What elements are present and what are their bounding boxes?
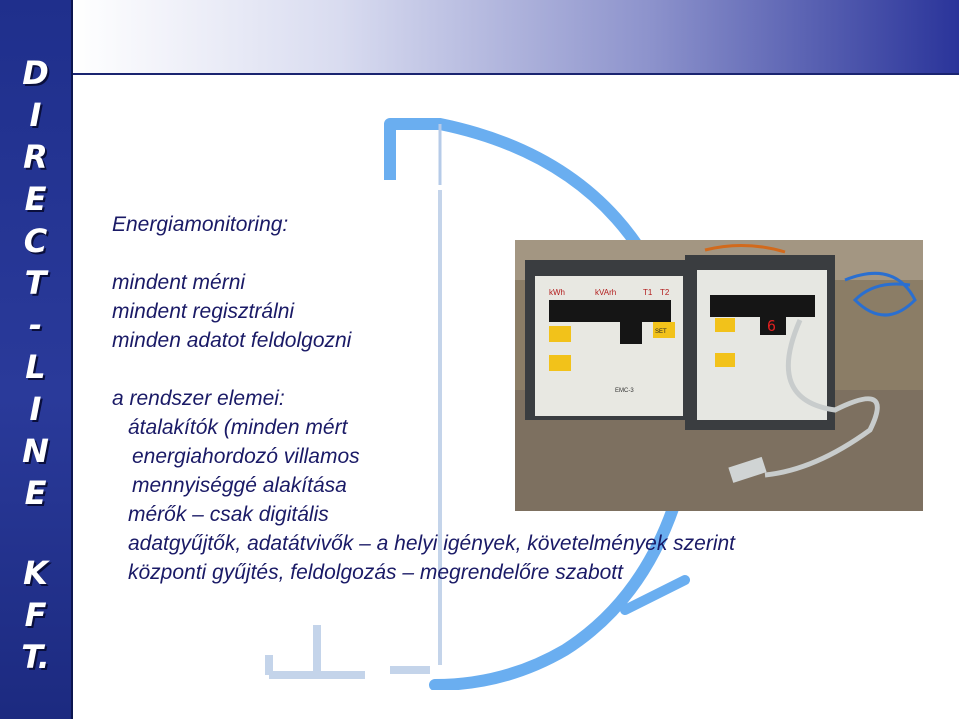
component-item: átalakítók (minden mért (128, 416, 348, 439)
sidebar-letter: I (29, 96, 42, 134)
meter-label: kVArh (595, 288, 617, 297)
slide-heading: Energiamonitoring: (112, 213, 289, 236)
meter-label: kWh (549, 288, 565, 297)
goal-item: mindent regisztrálni (112, 300, 295, 323)
component-item: központi gyűjtés, feldolgozás – megrendelőre szabott (128, 561, 623, 584)
slide-body (112, 210, 735, 587)
sidebar-letter: L (25, 348, 46, 386)
sidebar-letter: I (29, 390, 42, 428)
sidebar-letter: D (22, 54, 49, 92)
meter-label: T2 (660, 288, 670, 297)
sidebar-letter: E (24, 180, 47, 218)
spacer (112, 239, 735, 268)
top-banner (73, 0, 959, 75)
sidebar-letter: F (24, 596, 47, 634)
sidebar-letter: E (24, 474, 47, 512)
sidebar-letter: R (23, 138, 48, 176)
sidebar (0, 0, 73, 719)
sidebar-letter: K (23, 554, 48, 592)
component-item: adatgyűjtők, adatátvivők – a helyi igények, követelmények szerint (128, 532, 736, 555)
company-name-vertical (0, 52, 71, 678)
sidebar-letter: N (22, 432, 49, 470)
meter-label: EMC-3 (615, 388, 634, 394)
meter-display-value: 6 (767, 317, 777, 335)
sidebar-letter: T. (21, 638, 50, 676)
sidebar-letter: - (28, 306, 43, 344)
meter-label: SET (655, 329, 667, 335)
component-item: energiahordozó villamos (132, 445, 360, 468)
spacer (112, 355, 735, 384)
sidebar-letter: T (24, 264, 47, 302)
sidebar-gap (0, 514, 71, 552)
goal-item: mindent mérni (112, 271, 246, 294)
component-item: mérők – csak digitális (128, 503, 329, 526)
component-item: mennyiséggé alakítása (132, 474, 347, 497)
components-title: a rendszer elemei: (112, 387, 285, 410)
meter-label: T1 (643, 288, 653, 297)
sidebar-letter: C (23, 222, 48, 260)
goal-item: minden adatot feldolgozni (112, 329, 352, 352)
